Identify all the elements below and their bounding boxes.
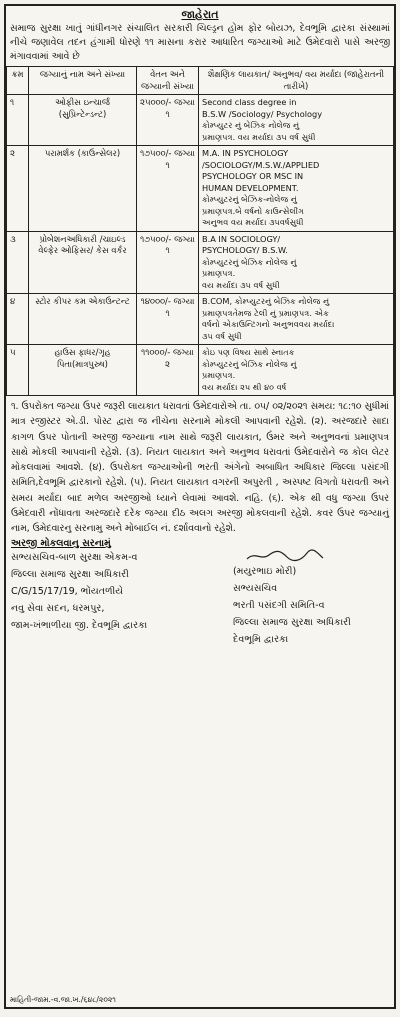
table-row <box>7 146 394 232</box>
signatory-line: જિલ્લા સમાજ સુરક્ષા અધિકારી <box>233 616 351 628</box>
qualification-line: કોમ્પ્યુટરનું બેઝિક નોલેજ નું <box>202 256 297 267</box>
address-line: C/G/15/17/19, ભોંયતળીયે <box>11 585 124 597</box>
qualification-line: M.A. IN PSYCHOLOGY <box>202 148 289 158</box>
footer <box>6 549 394 648</box>
row-post: સ્ટોર કીપર કમ એકાઉન્ટન્ટ <box>29 294 137 345</box>
header-serial: ક્રમ <box>7 67 29 95</box>
row-qualification <box>199 294 394 345</box>
notice-title: જાહેરાત <box>181 8 219 21</box>
intro-text: સમાજ સુરક્ષા ખાતું ગાંધીનગર સંચાલિત સરકારી ચિલ્ડ્રન હોમ ફોર બોયઝ, દેવભૂમિ દ્વારકા સંસ્થામાં નીચે જણાવેલ તદન હંગામી ધોરણે ૧૧ માસના કરાર આધારિત જગ્યાઓ માટે ઉમેદવારો પાસે અરજી મંગાવવામાં આવે છે <box>10 23 390 62</box>
table-row <box>7 294 394 345</box>
address-heading: અરજી મોકલવાનુ સરનામું <box>11 537 111 549</box>
row-post: ઓફીસ ઇન્ચાર્જ (સુપ્રિન્ટેન્ડન્ટ) <box>29 95 137 146</box>
row-pay: ૧૪૦૦૦/- જગ્યા ૧ <box>137 294 199 345</box>
qualification-line: HUMAN DEVELOPMENT. <box>202 182 299 193</box>
row-qualification <box>199 146 394 232</box>
qualification-line: B.S.W /Sociology/ Psychology <box>202 108 323 119</box>
signatory-block <box>233 549 389 648</box>
qualification-line: કોમ્પ્યુટરનું બેઝિક નોલેજ નું <box>202 358 297 369</box>
qualification-line: અનુભવ વય મર્યાદા ૩૫વર્ષસુધી <box>202 217 304 227</box>
row-qualification <box>199 95 394 146</box>
signature-mark <box>245 549 383 563</box>
instructions-text: ૧. ઉપરોક્ત જગ્યા ઉપર જરૂરી લાયકાત ધરાવતાં ઉમેદવારોએ તા. ૦૫/ ૦૨/૨૦૨૧ સમય: ૧૮:૧૦ સુધીમાં માત્ર રજીસ્ટર એ.ડી. પોસ્ટ દ્વારા જ નીચેના સરનામે મોકલી આપવાની રહેશે. (૨). અરજદારે સાદા કાગળ ઉપર પોતાની અરજી જગ્યાના નામ સાથે જરૂરી લાયકાત, ઉંમર અને અનુભવનાં પ્રમાણપત્ર સાથે મોકલી આપવાની રહેશે. (૩). નિયત લાયકાત અને અનુભવ ધરાવતાં ઉમેદવારોને જ કોલ લેટર મોકલવામાં આવશે. (૪). ઉપરોક્ત જગ્યાઓની ભરતી અંગેનો અબાધિત અધિકાર જિલ્લા પસંદગી સમિતિ,દેવભૂમિ દ્વારકાનો રહેશે. (૫). નિયત લાયકાત વગરની અપુરતી , અસ્પષ્ટ વિગતો ધરાવતી અને સમય મર્યાદા બાદ મળેલ અરજીઓ ધ્યાને લેવામાં આવશે. નહિ. (૬). એક થી વધુ જગ્યા ઉપર ઉમેદવારી નોંધાવતા અરજદારે દરેક જગ્યા દીઠ અલગ અરજી મોકલવાની રહેશે. કવર ઉપર જગ્યાનું નામ, ઉમેદવારનુ સરનામુ અને મોબાઈલ નં. દર્શાવવાનો રહેશે. <box>11 401 389 535</box>
row-post: પરામર્શક (કાઉન્સેલર) <box>29 146 137 232</box>
qualification-line: કોઇ પણ વિષય સાથે સ્નાતક <box>202 347 295 357</box>
qualification-line: વય મર્યાદા ૨૫ થી ૪૦ વર્ષ <box>202 381 287 392</box>
row-pay: ૨૫૦૦૦/- જગ્યા ૧ <box>137 95 199 146</box>
table-row <box>7 231 394 294</box>
address-line: સભ્યસચિવ-બાળ સુરક્ષા એકમ-વ <box>11 551 138 563</box>
qualification-line: PSYCHOLOGY/ B.S.W. <box>202 245 288 255</box>
qualification-line: PSYCHOLOGY OR MSC IN <box>202 171 304 181</box>
qualification-line: પ્રમાણપત્ર. <box>202 268 236 278</box>
table-header-row <box>7 67 394 95</box>
header-qualification: શૈક્ષણિક લાયકાત/ અનુભવ/ વય મર્યાદા (જાહેરાતની તારીખે) <box>199 67 394 95</box>
signatory-line: સભ્યસચિવ <box>233 582 278 594</box>
row-pay: ૧૭૫૦૦/- જગ્યા ૧ <box>137 231 199 294</box>
qualification-line: ૩૫ વર્ષ સુધી <box>202 330 242 341</box>
qualification-line: B.A IN SOCIOLOGY/ <box>202 233 281 244</box>
address-line: જામ-ખંભાળીયા જી. દેવભૂમિ દ્વારકા <box>11 619 148 631</box>
row-serial: ૩ <box>7 231 29 294</box>
qualification-line: Second class degree in <box>202 97 297 107</box>
row-pay: ૧૭૫૦૦/- જગ્યા ૧ <box>137 146 199 232</box>
qualification-line: /SOCIOLOGY/M.S.W./APPLIED <box>202 159 320 170</box>
signatory-line: (મયુરભાઇ મોરી) <box>233 565 297 577</box>
qualification-line: વર્ષનો એકાઉન્ટિંગનો અનુભવવય મર્યાદા <box>202 319 335 329</box>
qualification-line: કોમ્પ્યુટર નું બેઝિક નોલેજ નું <box>202 120 300 130</box>
address-block <box>11 549 221 648</box>
row-qualification <box>199 345 394 396</box>
publication-code: માહિતી-જામ.-વ.જા.ખ./૬૪૮/૨૦૨૧ <box>10 995 116 1004</box>
qualification-line: પ્રમાણપત્ર. વય મર્યાદા ૩૫ વર્ષ સુધી <box>202 131 316 142</box>
header-pay: વેતન અને જગ્યાની સંખ્યા <box>137 67 199 95</box>
signatory-line: ભરતી પસંદગી સમિતિ-વ <box>233 599 325 611</box>
row-serial: ૨ <box>7 146 29 232</box>
advertisement-page <box>4 4 396 1009</box>
address-line: નવુ સેવા સદન, ધરમપુર, <box>11 602 105 614</box>
row-pay: ૧૧૦૦૦/- જગ્યા ૨ <box>137 345 199 396</box>
row-qualification <box>199 231 394 294</box>
qualification-line: પ્રમાણપત્ર.બે વર્ષનો કાઉન્સેલીંગ <box>202 205 305 216</box>
address-line: જિલ્લા સમાજ સુરક્ષા અધિકારી <box>11 568 129 580</box>
signatory-line: દેવભૂમિ દ્વારકા <box>233 633 289 645</box>
table-row <box>7 345 394 396</box>
row-post: પ્રોબેશનઅધિકારી /ચાઇલ્ડ વેલ્ફેર ઓફિસર/ કેસ વર્કર <box>29 231 137 294</box>
qualification-line: કોમ્પ્યુટરનું બેઝિક-નોલેજ નું <box>202 194 297 204</box>
table-row <box>7 95 394 146</box>
header-post: જગ્યાનું નામ અને સંખ્યા <box>29 67 137 95</box>
row-serial: ૫ <box>7 345 29 396</box>
posts-table <box>6 66 394 396</box>
qualification-line: વય મર્યાદા ૩૫ વર્ષ સુધી <box>202 279 280 290</box>
qualification-line: પ્રમાણપત્રતેમજ ટેલી નું પ્રમાણપત્ર. એક <box>202 307 329 318</box>
qualification-line: B.COM, કોમ્પ્યુટરનું બેઝિક નોલેજ નું <box>202 296 330 306</box>
qualification-line: પ્રમાણપત્ર. <box>202 370 236 380</box>
row-serial: ૪ <box>7 294 29 345</box>
row-post: હાઉસ ફાધર/ગૃહ પિતા(માત્રપુરુષ) <box>29 345 137 396</box>
row-serial: ૧ <box>7 95 29 146</box>
